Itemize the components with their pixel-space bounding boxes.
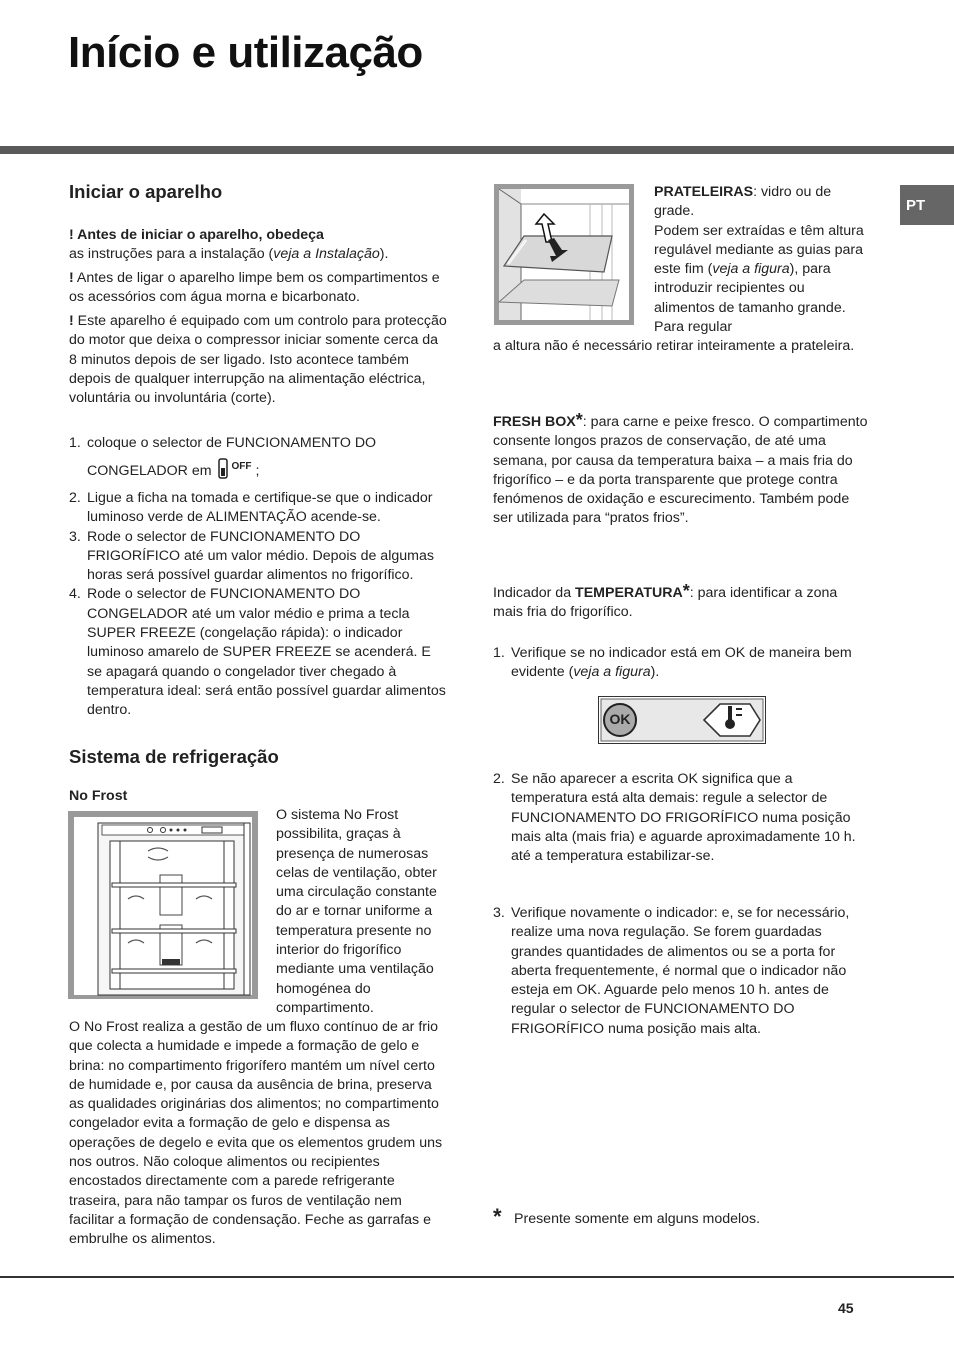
footnote [493,1204,873,1229]
asterisk-mark: * [682,581,690,601]
step-text: Ligue a ficha na tomada e certifique-se que o indicador luminoso verde de ALIMENTAÇÃO acende-se. [87,490,433,526]
step-number: 2. [493,771,505,787]
footnote-asterisk: * [493,1204,502,1229]
asterisk-mark: * [575,410,583,430]
start-step-2 [69,489,449,528]
start-step-4 [69,585,449,720]
shelves-continued [493,337,873,356]
shelves-label: PRATELEIRAS [654,184,754,200]
shelves-text-c: ), para introduzir recipientes ou alimentos de tamanho grande. Para regular [654,261,846,336]
heading-cooling: Sistema de refrigeração [69,746,279,767]
step-end: ; [255,463,260,479]
warning-2 [69,269,449,308]
nofrost-side-text [276,806,448,1018]
footnote-text: Presente somente em alguns modelos. [514,1211,761,1227]
freshbox-text [493,410,871,529]
warning-1-ref: veja a Instalação [273,246,380,263]
page-number: 45 [838,1300,854,1316]
step-number: 1. [493,645,505,661]
step-text: Verifique se no indicador está em OK de maneira bem evidente ( [511,645,852,681]
temperature-label: TEMPERATURA [575,585,683,601]
freshbox-label: FRESH BOX [493,414,576,430]
temp-step-1 [493,644,863,683]
nofrost-body [69,1018,447,1250]
heading-start: Iniciar o aparelho [69,181,223,202]
warning-3 [69,312,449,408]
start-step-3 [69,528,449,586]
temp-step-2 [493,770,863,866]
shelves-text-a: : vidro ou de grade. [654,184,832,220]
warning-2-text: Antes de ligar o aparelho limpe bem os compartimentos e os acessórios com água morna e bicarbonato. [69,270,440,306]
shelf-illustration [494,184,634,325]
language-tab: PT [900,185,954,225]
page-title: Início e utilização [68,28,423,77]
warning-1-text: as instruções para a instalação ( [69,246,274,263]
warning-3-mark: ! [69,313,74,329]
start-step-1 [69,431,449,487]
step-number: 2. [69,490,81,506]
shelves-text-b: Podem ser extraídas e têm altura regulável mediante as guias para este fim ( [654,222,864,278]
shelves-ref: veja a figura [712,261,790,278]
freshbox-description: : para carne e peixe fresco. O compartimento consente longos prazos de conservação, de até uma semana, por causa da temperatura baixa – a mais fria do frigorífico – e da porta transparente que protege contra fenómenos de oxidação e escurecimento. Também pode ser utilizada para “pratos frios”. [493,414,868,527]
step-text: Rode o selector de FUNCIONAMENTO DO CONGELADOR até um valor médio e prima a tecla SUPER FREEZE (congelação rápida): o indicador luminoso amarelo de SUPER FREEZE se acenderá. E se apagará quando o congelador tiver chegado à temperatura ideal: será então possível guardar alimentos dentro. [87,586,446,719]
temp-step-3 [493,904,871,1039]
step-number: 3. [493,905,505,921]
step-number: 3. [69,528,81,545]
temperature-indicator [598,696,766,744]
temperature-pre: Indicador da [493,585,576,601]
footer-rule [0,1276,954,1278]
step-text: coloque o selector de FUNCIONAMENTO DO CONGELADOR em [87,435,377,479]
step-number: 4. [69,586,81,603]
off-label: OFF [231,461,252,472]
step-text: Se não aparecer a escrita OK significa que a temperatura está alta demais: regule a selector de FUNCIONAMENTO DO FRIGORÍFICO numa posição mais alta (mais fria) e aguarde aproximadamente 10 h. até a temperatura estabilizar-se. [511,771,856,865]
start-steps [69,431,449,721]
header-bar [0,146,954,154]
step-ref: veja a figura [573,664,651,681]
temperature-text [493,581,863,623]
step-end: ). [650,664,660,681]
nofrost-illustration [68,811,258,999]
warning-2-mark: ! [69,270,74,286]
ok-label: OK [609,711,631,727]
nofrost-heading: No Frost [69,788,128,804]
warning-3-text: Este aparelho é equipado com um controlo para protecção do motor que deixa o compressor iniciar somente cerca da 8 minutos depois de ser ligado. Isto acontece também depois de qualquer interrupção na alimentação eléctrica, voluntária ou involuntária (corte). [69,313,447,407]
warning-1-bold: ! Antes de iniciar o aparelho, obedeça [69,227,324,243]
shelves-text-d: a altura não é necessário retirar inteiramente a prateleira. [493,338,855,354]
warning-1-end: ). [379,246,389,263]
nofrost-body-paragraph: O No Frost realiza a gestão de um fluxo contínuo de ar frio que colecta a humidade e impede a formação de gelo e brina: no compartimento frigorífero mantém um nível certo de humidade e, por causa da ausência de brina, preserva as qualidades originárias dos alimentos; no compartimento congelador evita a formação de gelo e dispensa as operações de degelo e evita que os elementos grudem uns nos outros. Não coloque alimentos ou recipientes encostados directamente com a parede refrigerante traseira, para não tampar os furos de ventilação nem facilitar a formação de condensação. Feche as garrafas e embrulhe os alimentos. [69,1019,443,1248]
temperature-description: : para identificar a zona mais fria do frigorífico. [493,585,838,621]
warning-1 [69,226,449,265]
step-text: Verifique novamente o indicador: e, se for necessário, realize uma nova regulação. Se forem guardadas grandes quantidades de alimentos ou se a porta for aberta frequentemente, é normal que o indicador não esteja em OK. Aguarde pelo menos 10 h. antes de regular o selector de FUNCIONAMENTO DO FRIGORÍFICO numa posição mais alta. [511,905,850,1037]
nofrost-side-paragraph: O sistema No Frost possibilita, graças à presença de numerosas celas de ventilação, obter uma circulação constante do ar e tornar uniforme a temperatura presente no interior do frigorífico mediante uma ventilação homogénea do compartimento. [276,807,437,1016]
step-number: 1. [69,435,81,451]
step-text: Rode o selector de FUNCIONAMENTO DO FRIGORÍFICO até um valor médio. Depois de algumas horas será possível guardar alimentos no frigorífico. [87,528,434,584]
shelves-side-text [654,183,869,337]
